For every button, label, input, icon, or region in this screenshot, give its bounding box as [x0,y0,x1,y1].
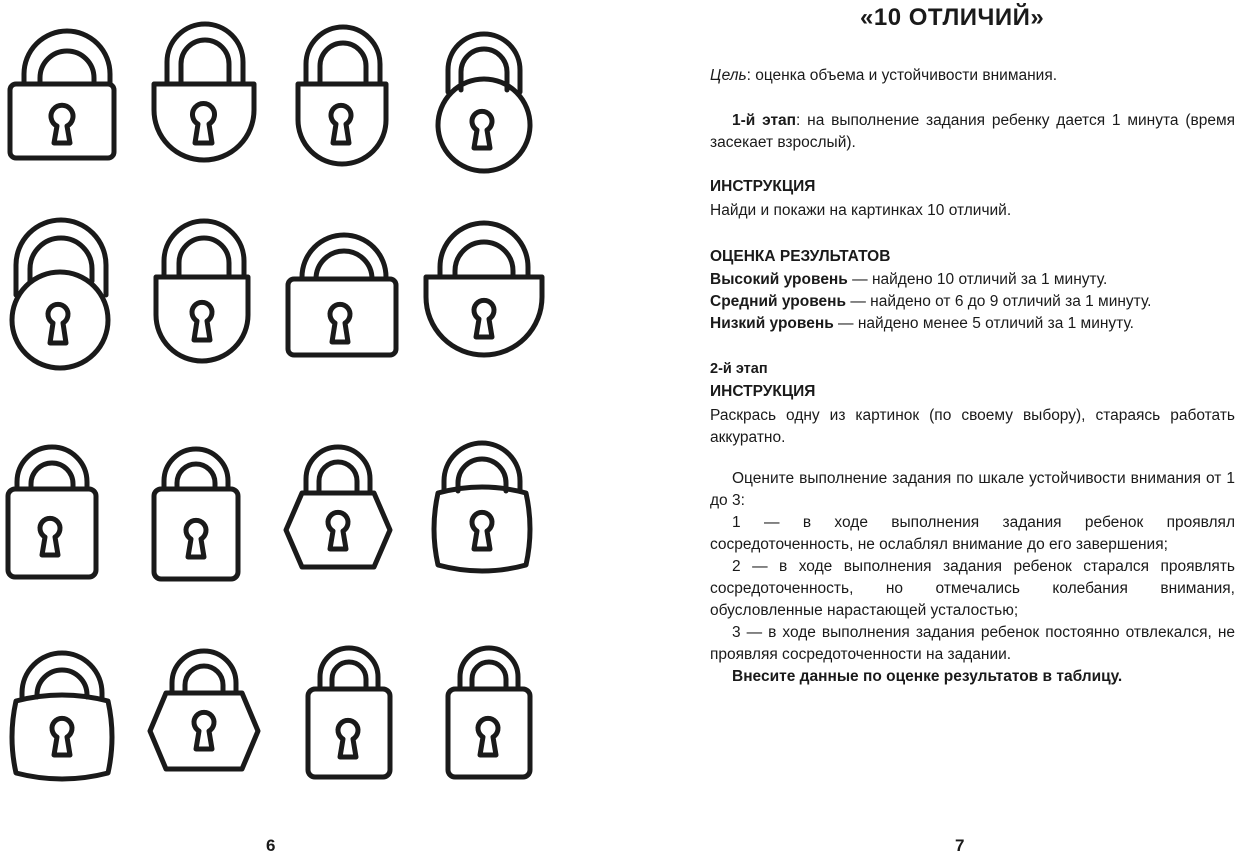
final-note: Внесите данные по оценке результатов в таблицу. [732,668,1123,685]
padlock-icon [282,637,412,797]
padlock-icon [142,437,272,597]
evaluate-paragraph: Оцените выполнение задания по шкале устойчивости внимания от 1 до 3: [710,470,1235,509]
page-right [620,0,1240,857]
level-line [710,269,1235,291]
padlock-icon [142,637,272,797]
padlock-icon [142,20,272,180]
goal-label: Цель [710,67,747,84]
scale-item: 3 — в ходе выполнения задания ребенок постоянно отвлекался, не проявляя сосредоточенности на задании. [710,624,1235,663]
padlock-icon [282,437,412,597]
padlock-icon [2,637,132,797]
padlock-icon [422,437,552,597]
instruction-heading: ИНСТРУКЦИЯ [710,178,816,195]
padlock-icon [2,215,132,375]
page-number-left: 6 [266,836,276,855]
stage1-paragraph [710,110,1235,154]
page-number-right: 7 [955,836,965,855]
level-label: Высокий уровень [710,271,848,288]
results-heading: ОЦЕНКА РЕЗУЛЬТАТОВ [710,248,891,265]
level-text: — найдено 10 отличий за 1 минуту. [847,271,1108,288]
goal-line [710,65,1235,87]
instruction-text: Найди и покажи на картинках 10 отличий. [710,202,1012,219]
padlock-icon [2,20,132,180]
instruction2-text: Раскрась одну из картинок (по своему выбору), стараясь работать аккуратно. [710,407,1235,446]
padlock-icon [282,20,412,180]
level-label: Низкий уровень [710,315,834,332]
stage1-text: : на выполнение задания ребенку дается 1 минута (время засекает взрослый). [710,112,1235,151]
padlock-icon [422,215,552,375]
scale-item: 2 — в ходе выполнения задания ребенок старался проявлять сосредоточенность, но отмечались колебания внимания, обусловленные нарастающей усталостью; [710,558,1235,619]
level-text: — найдено от 6 до 9 отличий за 1 минуту. [846,293,1152,310]
scale-item: 1 — в ходе выполнения задания ребенок проявлял сосредоточенность, не ослаблял внимание до его завершения; [710,514,1235,553]
padlock-icon [142,215,272,375]
stage2-heading: 2-й этап [710,361,768,377]
level-line [710,313,1235,335]
padlock-icon [282,215,412,375]
goal-text: : оценка объема и устойчивости внимания. [746,67,1058,84]
padlock-icon [422,637,552,797]
stage1-label: 1-й этап [732,112,797,129]
level-line [710,291,1235,313]
padlock-icon [422,20,552,180]
padlock-icon [2,437,132,597]
instruction2-heading: ИНСТРУКЦИЯ [710,383,816,400]
level-label: Средний уровень [710,293,847,310]
level-text: — найдено менее 5 отличий за 1 минуту. [833,315,1134,332]
page-title: «10 ОТЛИЧИЙ» [860,4,1045,31]
